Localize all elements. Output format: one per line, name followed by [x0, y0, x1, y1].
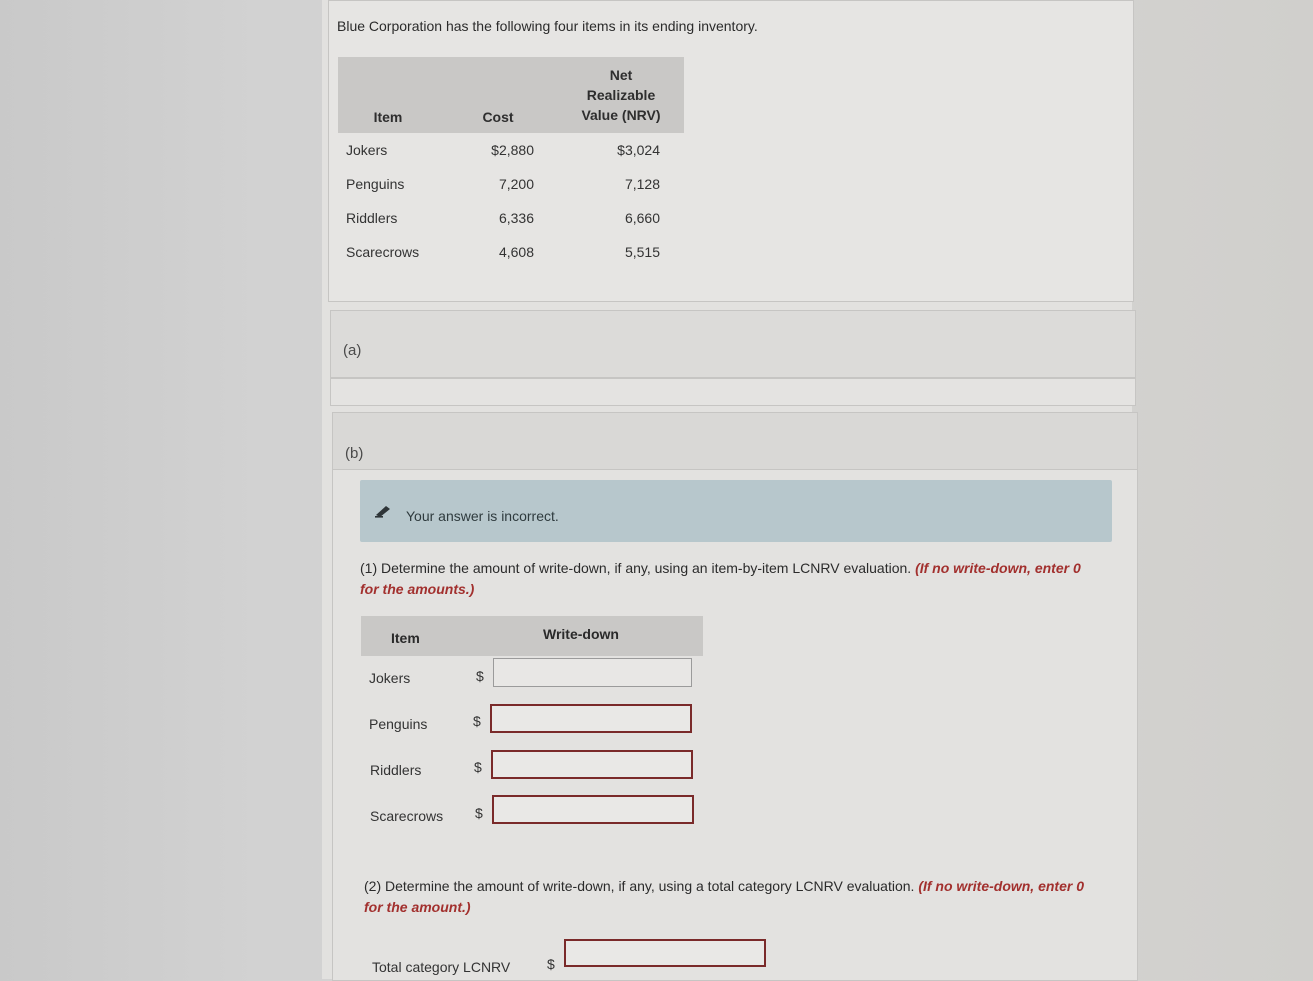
- question-2-hint: (If no write-down, enter 0 for the amount.): [364, 878, 1084, 915]
- question-1-hint: (If no write-down, enter 0 for the amounts.): [360, 560, 1081, 597]
- header-nrv-line2: Realizable: [586, 87, 656, 103]
- table-row: [338, 201, 684, 235]
- writedown-header-writedown: Write-down: [543, 626, 619, 642]
- question-2: [364, 876, 1104, 918]
- row-nrv: 6,660: [624, 210, 660, 226]
- writedown-header-item: Item: [391, 630, 420, 646]
- row-nrv: 7,128: [624, 176, 660, 192]
- inventory-table-header: [338, 57, 684, 133]
- header-item: Item: [338, 57, 438, 133]
- pencil-icon: [374, 504, 392, 518]
- inventory-table: [338, 57, 684, 269]
- header-nrv: [558, 57, 684, 133]
- currency-symbol: $: [474, 759, 482, 775]
- writedown-row-label-scarecrows: Scarecrows: [370, 808, 444, 824]
- row-item: Riddlers: [346, 210, 398, 226]
- part-a-body: [330, 378, 1136, 406]
- question-2-text: (2) Determine the amount of write-down, if any, using a total category LCNRV evaluation.: [364, 878, 915, 894]
- question-1: [360, 558, 1100, 600]
- row-cost: 6,336: [498, 210, 534, 226]
- writedown-input-scarecrows[interactable]: [492, 795, 694, 824]
- currency-symbol: $: [547, 956, 555, 972]
- part-b-header[interactable]: [332, 412, 1138, 470]
- row-item: Scarecrows: [346, 244, 420, 260]
- alert-message: Your answer is incorrect.: [406, 508, 559, 524]
- table-row: [338, 235, 684, 269]
- part-b-label: (b): [345, 445, 364, 462]
- writedown-row-label-penguins: Penguins: [369, 716, 428, 732]
- row-cost: 4,608: [498, 244, 534, 260]
- writedown-input-riddlers[interactable]: [491, 750, 693, 779]
- table-row: [338, 167, 684, 201]
- writedown-row-label-jokers: Jokers: [369, 670, 411, 686]
- row-cost: $2,880: [491, 142, 534, 158]
- writedown-input-jokers[interactable]: [493, 658, 692, 687]
- writedown-row-label-riddlers: Riddlers: [370, 762, 422, 778]
- row-nrv: $3,024: [617, 142, 660, 158]
- total-category-label: Total category LCNRV: [372, 959, 511, 975]
- problem-statement: Blue Corporation has the following four items in its ending inventory.: [337, 18, 758, 34]
- row-item: Jokers: [346, 142, 388, 158]
- row-cost: 7,200: [498, 176, 534, 192]
- row-item: Penguins: [346, 176, 405, 192]
- part-a-label: (a): [343, 342, 362, 359]
- header-nrv-line3: Value (NRV): [581, 107, 661, 123]
- writedown-input-penguins[interactable]: [490, 704, 692, 733]
- currency-symbol: $: [473, 713, 481, 729]
- writedown-table-header: [361, 616, 703, 656]
- question-1-text: (1) Determine the amount of write-down, if any, using an item-by-item LCNRV evaluation.: [360, 560, 912, 576]
- table-row: [338, 133, 684, 167]
- header-nrv-line1: Net: [609, 67, 633, 83]
- total-category-input[interactable]: [564, 939, 766, 967]
- header-cost: Cost: [438, 57, 558, 133]
- row-nrv: 5,515: [624, 244, 660, 260]
- incorrect-answer-alert: [360, 480, 1112, 542]
- currency-symbol: $: [475, 805, 483, 821]
- currency-symbol: $: [476, 668, 484, 684]
- part-a-header[interactable]: [330, 310, 1136, 378]
